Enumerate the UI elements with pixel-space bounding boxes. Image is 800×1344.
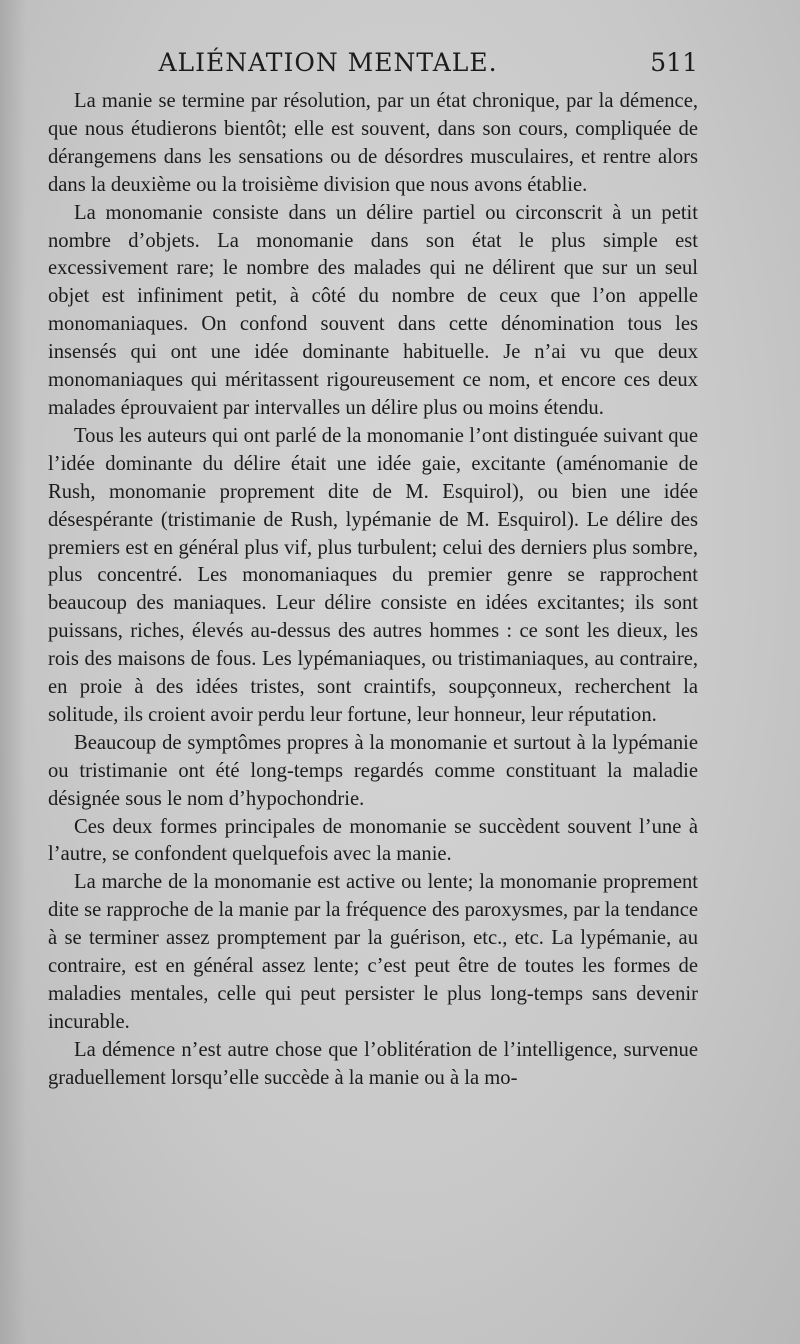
paragraph: Ces deux formes principales de monomanie se succèdent souvent l’une à l’autre, se confondent quelquefois avec la manie. [48, 815, 698, 866]
running-head [48, 48, 698, 82]
page-edge-shadow [0, 0, 26, 1344]
paragraph: Tous les auteurs qui ont parlé de la monomanie l’ont distinguée suivant que l’idée dominante du délire était une idée gaie, excitante (aménomanie de Rush, monomanie proprement dite de M. Esquirol), ou bien une idée désespérante (tristimanie de Rush, lypémanie de M. Esquirol). Le délire des premiers est en général plus vif, plus turbulent; celui des derniers plus sombre, plus concentré. Les monomaniaques du premier genre se rapprochent beaucoup des maniaques. Leur délire consiste en idées excitantes; ils sont puissans, riches, élevés au-dessus des autres hommes : ce sont les dieux, les rois des maisons de fous. Les lypémaniaques, ou tristimaniaques, au contraire, en proie à des idées tristes, sont craintifs, soupçonneux, recherchent la solitude, ils croient avoir perdu leur fortune, leur honneur, leur réputation. [48, 424, 698, 726]
paragraph: La monomanie consiste dans un délire partiel ou circonscrit à un petit nombre d’objets. La monomanie dans son état le plus simple est excessivement rare; le nombre des malades qui ne délirent que sur un seul objet est infiniment petit, à côté du nombre de ceux que l’on appelle monomaniaques. On confond souvent dans cette dénomination tous les insensés qui ont une idée dominante habituelle. Je n’ai vu que deux monomaniaques qui méritassent rigoureusement ce nom, et encore ces deux malades éprouvaient par intervalles un délire plus ou moins étendu. [48, 201, 698, 419]
paragraph: Beaucoup de symptômes propres à la monomanie et surtout à la lypémanie ou tristimanie ont été long-temps regardés comme constituant la maladie désignée sous le nom d’hypochondrie. [48, 731, 698, 810]
page-number: 511 [650, 48, 698, 77]
paragraph: La marche de la monomanie est active ou lente; la monomanie proprement dite se rapproche de la manie par la fréquence des paroxysmes, par la tendance à se terminer assez promptement par la guérison, etc., etc. La lypémanie, au contraire, est en général assez lente; c’est peut être de toutes les formes de maladies mentales, celle qui peut persister le plus long-temps sans devenir incurable. [48, 871, 698, 1033]
paragraph: La démence n’est autre chose que l’oblitération de l’intelligence, survenue graduellement lorsqu’elle succède à la manie ou à la mo- [48, 1038, 698, 1089]
running-title: ALIÉNATION MENTALE. [158, 48, 498, 77]
paragraph: La manie se termine par résolution, par un état chronique, par la démence, que nous étudierons bientôt; elle est souvent, dans son cours, compliquée de dérangemens dans les sensations ou de désordres musculaires, et rentre alors dans la deuxième ou la troisième division que nous avons établie. [48, 90, 698, 196]
body-text [48, 88, 698, 1093]
